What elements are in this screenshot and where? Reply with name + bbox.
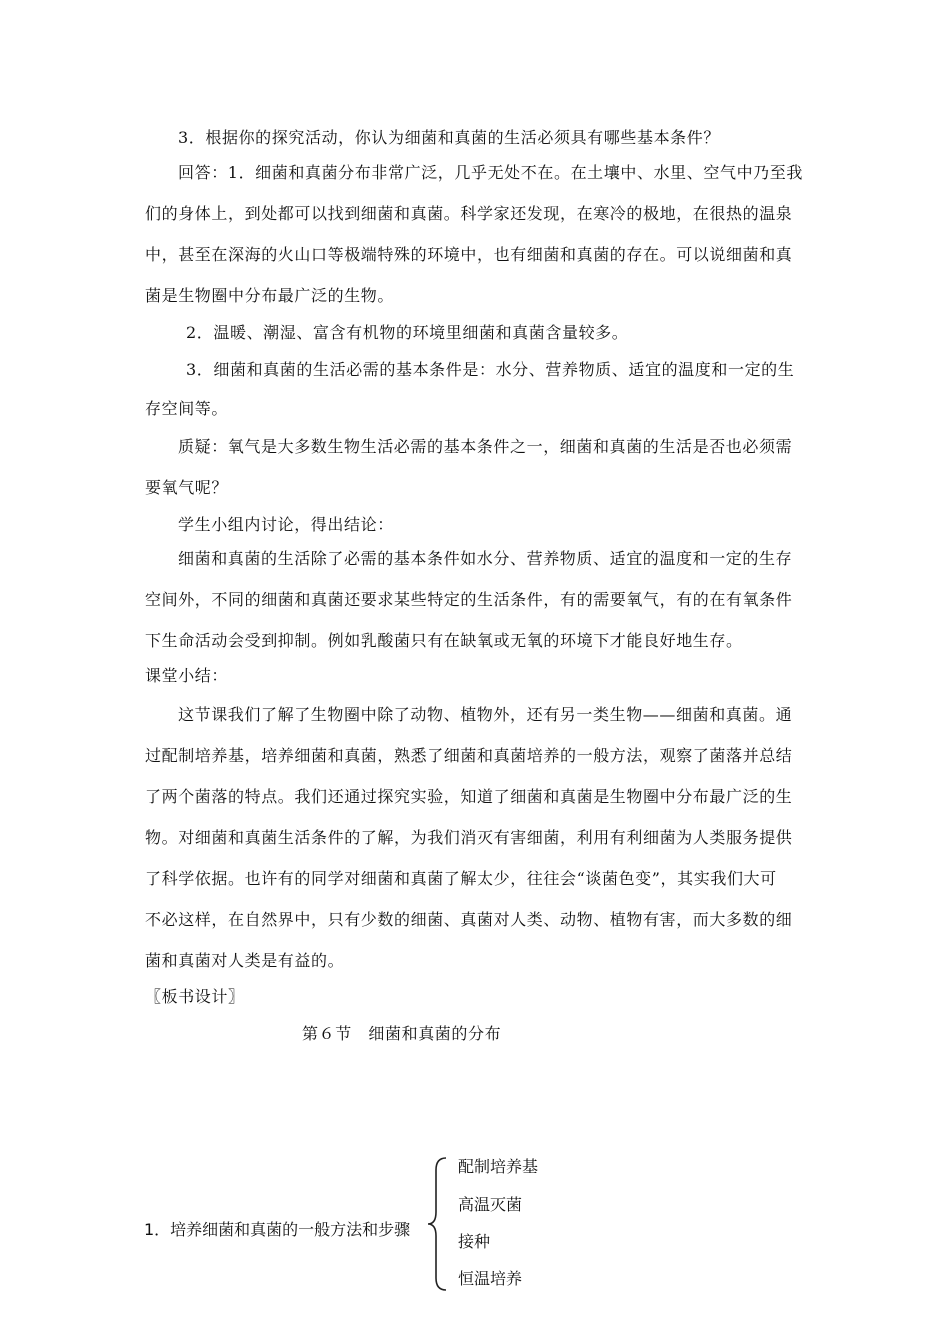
- summary-heading: 课堂小结：: [145, 666, 229, 685]
- conclusion-line-2: 空间外，不同的细菌和真菌还要求某些特定的生活条件，有的需要氧气，有的在有氧条件: [145, 590, 793, 609]
- section-title: 第６节 细菌和真菌的分布: [302, 1024, 502, 1043]
- conclusion-line-3: 下生命活动会受到抑制。例如乳酸菌只有在缺氧或无氧的环境下才能良好地生存。: [145, 631, 743, 650]
- summary-line-7: 菌和真菌对人类是有益的。: [145, 951, 345, 970]
- group-discussion: 学生小组内讨论，得出结论：: [178, 515, 394, 534]
- answer-point-3-line-2: 存空间等。: [145, 399, 229, 418]
- summary-line-2: 过配制培养基，培养细菌和真菌，熟悉了细菌和真菌培养的一般方法，观察了菌落并总结: [145, 746, 793, 765]
- curly-brace-icon: [426, 1156, 450, 1292]
- answer-line-3: 中，甚至在深海的火山口等极端特殊的环境中，也有细菌和真菌的存在。可以说细菌和真: [145, 245, 793, 264]
- board-design-heading: 〖板书设计〗: [145, 987, 245, 1006]
- diagram-step-4: 恒温培养: [458, 1269, 523, 1288]
- diagram-step-3: 接种: [458, 1232, 491, 1251]
- diagram-step-2: 高温灭菌: [458, 1195, 523, 1214]
- answer-line-1: 回答：1．细菌和真菌分布非常广泛，几乎无处不在。在土壤中、水里、空气中乃至我: [178, 163, 803, 182]
- conclusion-line-1: 细菌和真菌的生活除了必需的基本条件如水分、营养物质、适宜的温度和一定的生存: [178, 549, 793, 568]
- board-diagram: [136, 1150, 566, 1300]
- question-3: 3．根据你的探究活动，你认为细菌和真菌的生活必须具有哪些基本条件？: [178, 128, 720, 147]
- answer-line-4: 菌是生物圈中分布最广泛的生物。: [145, 286, 395, 305]
- diagram-main-label: 1．培养细菌和真菌的一般方法和步骤: [144, 1220, 411, 1239]
- question-oxygen-line-1: 质疑：氧气是大多数生物生活必需的基本条件之一，细菌和真菌的生活是否也必须需: [178, 437, 793, 456]
- summary-line-6: 不必这样，在自然界中，只有少数的细菌、真菌对人类、动物、植物有害，而大多数的细: [145, 910, 793, 929]
- summary-line-4: 物。对细菌和真菌生活条件的了解，为我们消灭有害细菌，利用有利细菌为人类服务提供: [145, 828, 793, 847]
- summary-line-1: 这节课我们了解了生物圈中除了动物、植物外，还有另一类生物——细菌和真菌。通: [178, 705, 793, 724]
- answer-point-2: 2．温暖、潮湿、富含有机物的环境里细菌和真菌含量较多。: [186, 323, 629, 342]
- question-oxygen-line-2: 要氧气呢？: [145, 478, 229, 497]
- answer-point-3-line-1: 3．细菌和真菌的生活必需的基本条件是：水分、营养物质、适宜的温度和一定的生: [186, 360, 795, 379]
- summary-line-5: 了科学依据。也许有的同学对细菌和真菌了解太少，往往会“谈菌色变”，其实我们大可: [145, 869, 777, 888]
- diagram-step-1: 配制培养基: [458, 1157, 539, 1176]
- answer-line-2: 们的身体上，到处都可以找到细菌和真菌。科学家还发现，在寒冷的极地，在很热的温泉: [145, 204, 793, 223]
- summary-line-3: 了两个菌落的特点。我们还通过探究实验，知道了细菌和真菌是生物圈中分布最广泛的生: [145, 787, 793, 806]
